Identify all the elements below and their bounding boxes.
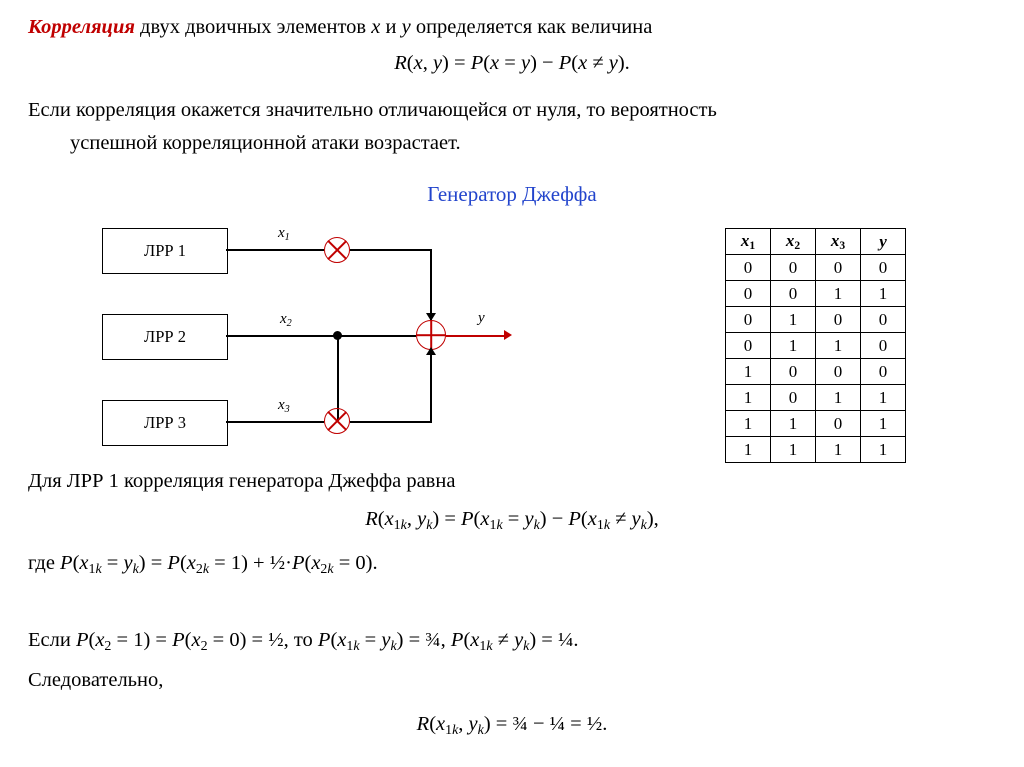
xor-gate-icon xyxy=(416,320,446,350)
wire-x2 xyxy=(226,335,416,337)
table-cell: 0 xyxy=(771,281,816,307)
table-cell: 1 xyxy=(771,411,816,437)
formula-correlation-2: $R(x_{1k}$, $y_k$) = ¾ − ¼ = ½. xyxy=(416,713,608,738)
table-cell: 1 xyxy=(816,437,861,463)
text-lfsr1-correlation: Для ЛРР 1 корреляция генератора Джеффа равна xyxy=(28,470,456,492)
block-lfsr-2 xyxy=(102,314,228,360)
wire-x3 xyxy=(226,421,324,423)
block-lfsr-3 xyxy=(102,400,228,446)
table-cell: 1 xyxy=(726,385,771,411)
table-row xyxy=(726,307,906,333)
table-cell: 0 xyxy=(771,385,816,411)
table-row xyxy=(726,385,906,411)
table-cell: 1 xyxy=(771,307,816,333)
and-gate-bottom-icon xyxy=(324,408,350,434)
table-cell: 1 xyxy=(861,411,906,437)
text-consequently: Следовательно, xyxy=(28,669,164,691)
table-cell: 1 xyxy=(816,281,861,307)
table-cell: 1 xyxy=(861,385,906,411)
jeff-generator-diagram xyxy=(80,215,560,455)
keyword-correlation: Корреляция xyxy=(28,16,135,38)
truth-table-header-x3: $x_3$ xyxy=(816,229,861,255)
table-cell: 0 xyxy=(816,411,861,437)
table-cell: 1 xyxy=(816,385,861,411)
table-cell: 0 xyxy=(726,307,771,333)
table-cell: 0 xyxy=(816,359,861,385)
table-cell: 1 xyxy=(726,437,771,463)
table-cell: 0 xyxy=(726,333,771,359)
truth-table-header-row xyxy=(726,229,906,255)
table-cell: 0 xyxy=(861,307,906,333)
and-gate-top-icon xyxy=(324,237,350,263)
table-cell: 0 xyxy=(861,255,906,281)
formula-definition: R(x, y) = P(x = y) − P(x ≠ y). xyxy=(394,52,630,74)
diagram-title: Генератор Джеффа xyxy=(427,182,597,206)
signal-label-y: y xyxy=(478,310,485,326)
truth-table-body xyxy=(726,255,906,463)
arrow-y-icon xyxy=(504,330,512,340)
block-lfsr-1 xyxy=(102,228,228,274)
table-row xyxy=(726,281,906,307)
table-cell: 1 xyxy=(816,333,861,359)
text-where-clause: где $P(x_{1k} = y_k) = P(x_{2k} = 1)$ + $\frac{1}{2}\cdot P(x_{2k} = 0)$. xyxy=(28,552,378,577)
table-cell: 0 xyxy=(816,255,861,281)
arrow-bottom-to-xor-icon xyxy=(426,347,436,355)
table-cell: 1 xyxy=(861,437,906,463)
wire-top-gate-out xyxy=(350,249,432,251)
block-lfsr-1-label: ЛРР 1 xyxy=(144,241,186,260)
paragraph-attack-line2: успешной корреляционной атаки возрастает. xyxy=(70,132,461,154)
table-cell: 1 xyxy=(861,281,906,307)
table-row xyxy=(726,437,906,463)
text-if-clause: Если $P(x_2 = 1) = P(x_2 = 0)$ = ½, то $P(x_{1k} = y_k)$ = ¾, $P(x_{1k} \ne y_k)$ = ¼. xyxy=(28,629,579,654)
table-cell: 0 xyxy=(771,255,816,281)
signal-label-x3: $x_3$ xyxy=(278,397,290,415)
table-cell: 1 xyxy=(726,359,771,385)
wire-bottom-gate-out xyxy=(350,421,432,423)
wire-x1 xyxy=(226,249,324,251)
truth-table-header-x2: $x_2$ xyxy=(771,229,816,255)
wire-bus-bottom-up xyxy=(430,351,432,421)
table-cell: 0 xyxy=(726,255,771,281)
table-row xyxy=(726,359,906,385)
signal-label-x2: $x_2$ xyxy=(280,311,292,329)
truth-table xyxy=(725,228,906,463)
wire-bus-top-down xyxy=(430,249,432,321)
wire-y-output xyxy=(446,335,506,337)
signal-label-x1: $x_1$ xyxy=(278,225,290,243)
table-row xyxy=(726,255,906,281)
table-cell: 1 xyxy=(771,437,816,463)
truth-table-header-y: y xyxy=(861,229,906,255)
intro-text: двух двоичных элементов x и y определяется как величина xyxy=(134,16,653,38)
table-row xyxy=(726,333,906,359)
intro-paragraph xyxy=(28,14,993,41)
paragraph-attack-line1: Если корреляция окажется значительно отличающейся от нуля, то вероятность xyxy=(28,99,717,121)
table-cell: 1 xyxy=(771,333,816,359)
table-cell: 0 xyxy=(771,359,816,385)
table-cell: 1 xyxy=(726,411,771,437)
table-cell: 0 xyxy=(726,281,771,307)
table-row xyxy=(726,411,906,437)
block-lfsr-2-label: ЛРР 2 xyxy=(144,327,186,346)
formula-correlation-1: $R(x_{1k}$, $y_k) = P(x_{1k} = y_k) - P(x_{1k} \ne y_k)$, xyxy=(365,508,659,533)
table-cell: 0 xyxy=(861,359,906,385)
block-lfsr-3-label: ЛРР 3 xyxy=(144,413,186,432)
truth-table-header-x1: $x_1$ xyxy=(726,229,771,255)
table-cell: 0 xyxy=(816,307,861,333)
table-cell: 0 xyxy=(861,333,906,359)
